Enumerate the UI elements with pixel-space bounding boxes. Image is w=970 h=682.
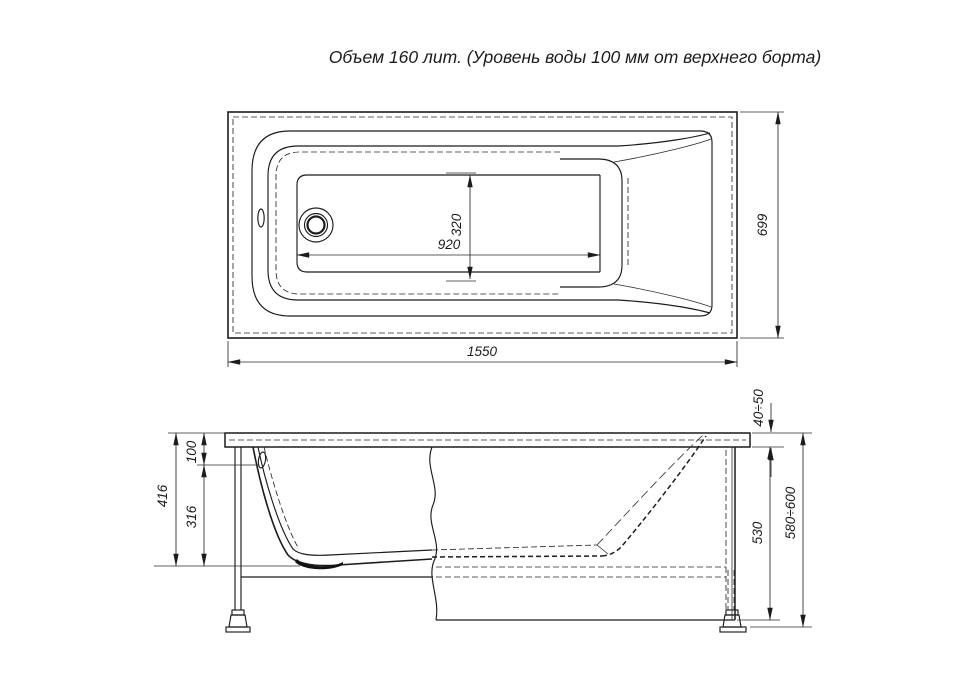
plan-view: [228, 112, 784, 367]
dim-water-level: [184, 433, 204, 465]
dim-apron-height-label: 530: [750, 521, 765, 545]
dim-overall-height: [783, 433, 803, 627]
dim-depth-below-water: [184, 465, 204, 566]
frame-left-leg: [226, 447, 433, 632]
dim-floor-width: [446, 173, 476, 281]
dim-floor-length: [297, 237, 600, 255]
plan-overflow-hole: [258, 209, 264, 227]
dim-overall-width-label: 699: [755, 213, 770, 237]
drawing-title: Объем 160 лит. (Уровень воды 100 мм от верхнего борта): [328, 47, 822, 67]
dim-floor-length-label: 920: [437, 237, 461, 252]
dim-inner-depth: [155, 433, 176, 566]
side-drain-recess: [295, 559, 343, 569]
dim-inner-depth-label: 416: [155, 484, 170, 508]
dim-overall-width: [740, 112, 784, 338]
plan-tub-opening-contour: [252, 131, 712, 316]
plan-mid-contour: [268, 133, 710, 313]
dim-apron-height: [750, 447, 770, 620]
drain: [299, 208, 333, 242]
extension-lines: [154, 433, 812, 627]
dim-overall-length-label: 1550: [466, 344, 498, 359]
break-line: [430, 447, 437, 620]
dim-overall-length: [228, 341, 737, 367]
side-hidden-profile: [432, 434, 734, 615]
dim-rim-height-label: 40÷50: [751, 389, 766, 427]
plan-seat-contour: [560, 159, 622, 287]
plan-hidden-contour: [276, 152, 560, 294]
dim-depth-below-water-label: 316: [184, 505, 199, 529]
dim-water-level-label: 100: [184, 440, 199, 464]
dim-overall-height-label: 580÷600: [783, 486, 798, 540]
apron-panel-right: [436, 447, 746, 632]
side-view: [154, 389, 812, 632]
side-tub-section: [253, 447, 432, 569]
dim-floor-width-label: 320: [449, 213, 464, 237]
